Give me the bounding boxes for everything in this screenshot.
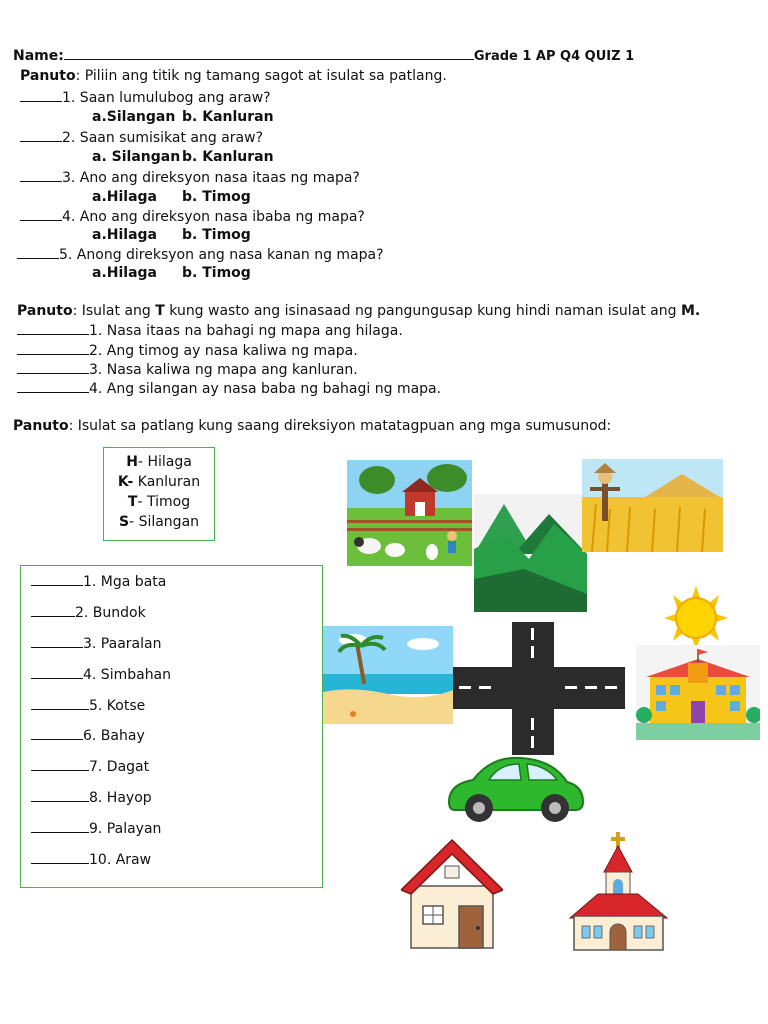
church-image	[568, 832, 669, 952]
panuto-label: Panuto	[20, 68, 76, 84]
legend-label: Silangan	[138, 514, 200, 530]
statement-text: 2. Ang timog ay nasa kaliwa ng mapa.	[89, 343, 358, 359]
m-letter: M.	[680, 303, 701, 319]
tf-statement	[17, 321, 403, 340]
legend-key: H	[126, 454, 138, 470]
q2	[20, 128, 263, 147]
statement-text: 4. Ang silangan ay nasa baba ng bahagi ng mapa.	[89, 381, 442, 397]
part2-instruction-text-2: kung wasto ang isinasaad ng pangungusap kung hindi naman isulat ang	[164, 303, 681, 319]
choice-a: a. Silangan	[92, 149, 181, 165]
answer-blank[interactable]	[20, 128, 62, 142]
legend-item	[104, 492, 214, 512]
legend-sep: -	[129, 514, 139, 530]
q1-choices	[92, 108, 274, 126]
legend-key: T	[127, 494, 138, 510]
crossroad-image	[453, 622, 625, 755]
t-letter: T	[155, 303, 165, 319]
choice-b: b. Timog	[182, 189, 251, 205]
answer-item	[31, 726, 145, 745]
answer-blank[interactable]	[31, 572, 83, 586]
item-text: 4. Simbahan	[83, 667, 172, 683]
legend-sep: -	[137, 494, 147, 510]
farm-image	[347, 460, 472, 566]
answer-blank[interactable]	[17, 341, 89, 355]
answer-blank[interactable]	[20, 207, 62, 221]
item-text: 10. Araw	[89, 852, 152, 868]
choice-b: b. Timog	[182, 227, 251, 243]
item-text: 3. Paaralan	[83, 636, 162, 652]
item-text: 1. Mga bata	[83, 574, 167, 590]
legend-label: Kanluran	[137, 474, 201, 490]
tf-statement	[17, 360, 358, 379]
q5	[17, 245, 384, 264]
answer-blank[interactable]	[31, 665, 83, 679]
answer-box	[20, 565, 323, 888]
answer-blank[interactable]	[17, 360, 89, 374]
answer-blank[interactable]	[31, 603, 75, 617]
name-label: Name:	[13, 48, 64, 64]
answer-item	[31, 819, 161, 838]
question-text: 5. Anong direksyon ang nasa kanan ng mapa?	[59, 247, 384, 263]
legend-item	[104, 512, 214, 532]
choice-b: b. Kanluran	[182, 149, 274, 165]
answer-item	[31, 634, 161, 653]
item-text: 8. Hayop	[89, 790, 152, 806]
answer-item	[31, 572, 166, 591]
answer-blank[interactable]	[31, 788, 89, 802]
answer-item	[31, 665, 171, 684]
question-text: 3. Ano ang direksyon nasa itaas ng mapa?	[62, 170, 360, 186]
statement-text: 3. Nasa kaliwa ng mapa ang kanluran.	[89, 362, 358, 378]
answer-blank[interactable]	[31, 819, 89, 833]
item-text: 6. Bahay	[83, 728, 145, 744]
house-image	[401, 836, 503, 951]
part1-instruction-text: : Piliin ang titik ng tamang sagot at isulat sa patlang.	[75, 68, 447, 84]
legend-key: S	[118, 514, 130, 530]
q5-choices	[92, 264, 251, 282]
q3	[20, 168, 360, 187]
q2-choices	[92, 148, 274, 166]
question-text: 1. Saan lumulubog ang araw?	[62, 90, 271, 106]
item-text: 5. Kotse	[89, 698, 146, 714]
part2-instruction	[17, 302, 700, 320]
choice-a: a.Hilaga	[92, 189, 157, 205]
tf-statement	[17, 379, 441, 398]
answer-item	[31, 850, 151, 869]
answer-blank[interactable]	[31, 634, 83, 648]
part1-instruction	[20, 67, 447, 85]
legend-label: Timog	[146, 494, 191, 510]
answer-blank[interactable]	[17, 245, 59, 259]
q4-choices	[92, 226, 251, 244]
sun-image	[658, 586, 734, 650]
answer-item	[31, 757, 149, 776]
panuto-label: Panuto	[13, 418, 69, 434]
answer-blank[interactable]	[31, 850, 89, 864]
legend-key: K-	[117, 474, 134, 490]
legend-item	[104, 452, 214, 472]
item-text: 9. Palayan	[89, 821, 162, 837]
choice-a: a.Hilaga	[92, 265, 157, 281]
item-text: 7. Dagat	[89, 759, 150, 775]
question-text: 4. Ano ang direksyon nasa ibaba ng mapa?	[62, 209, 365, 225]
statement-text: 1. Nasa itaas na bahagi ng mapa ang hilaga.	[89, 323, 403, 339]
name-line	[13, 46, 634, 66]
answer-blank[interactable]	[17, 321, 89, 335]
legend-item	[104, 472, 214, 492]
choice-b: b. Kanluran	[182, 109, 274, 125]
q3-choices	[92, 188, 251, 206]
name-blank[interactable]	[64, 46, 474, 60]
answer-item	[31, 788, 152, 807]
legend-label: Hilaga	[147, 454, 192, 470]
legend-sep: -	[137, 454, 148, 470]
answer-blank[interactable]	[20, 168, 62, 182]
answer-blank[interactable]	[31, 726, 83, 740]
direction-legend	[103, 447, 215, 541]
choice-a: a.Silangan	[92, 109, 176, 125]
answer-item	[31, 603, 146, 622]
answer-blank[interactable]	[17, 379, 89, 393]
q1	[20, 88, 271, 107]
part2-instruction-text-1: : Isulat ang	[72, 303, 156, 319]
answer-item	[31, 696, 145, 715]
beach-image	[323, 626, 453, 724]
q4	[20, 207, 365, 226]
choice-b: b. Timog	[182, 265, 251, 281]
answer-blank[interactable]	[20, 88, 62, 102]
part3-instruction-text: : Isulat sa patlang kung saang direksiyon matatagpuan ang mga sumusunod:	[68, 418, 612, 434]
tf-statement	[17, 341, 358, 360]
choice-a: a.Hilaga	[92, 227, 157, 243]
part3-instruction	[13, 417, 611, 435]
panuto-label: Panuto	[17, 303, 73, 319]
school-image	[636, 645, 760, 740]
ricefield-image	[582, 459, 723, 552]
question-text: 2. Saan sumisikat ang araw?	[62, 130, 264, 146]
mountain-image	[474, 494, 587, 612]
quiz-title: Grade 1 AP Q4 QUIZ 1	[473, 49, 635, 64]
answer-blank[interactable]	[31, 757, 89, 771]
item-text: 2. Bundok	[75, 605, 146, 621]
car-image	[443, 754, 587, 826]
answer-blank[interactable]	[31, 696, 89, 710]
